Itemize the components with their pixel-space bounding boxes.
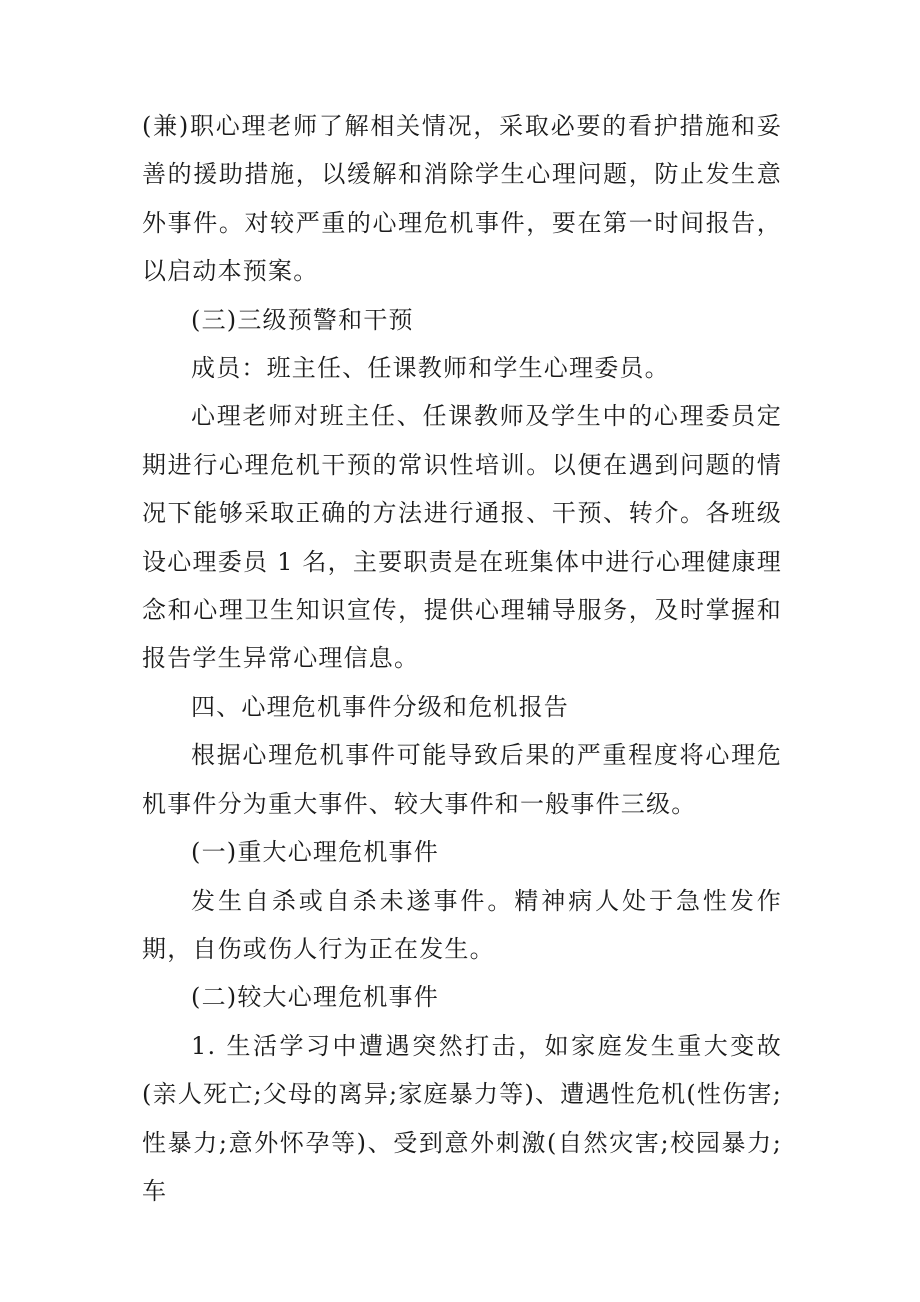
section-heading-4: 四、心理危机事件分级和危机报告: [191, 692, 569, 721]
paragraph-major-crisis: 发生自杀或自杀未遂事件。精神病人处于急性发作期，自伤或伤人行为正在发生。: [142, 886, 782, 963]
paragraph-serious-crisis-item-1: 1. 生活学习中遭遇突然打击，如家庭发生重大变故(亲人死亡;父母的离异;家庭暴力等)、遭遇性危机(性伤害;性暴力;意外怀孕等)、受到意外刺激(自然灾害;校园暴力;车: [142, 1031, 782, 1205]
subheading-serious-crisis: (二)较大心理危机事件: [191, 983, 439, 1012]
paragraph-members: 成员：班主任、任课教师和学生心理委员。: [191, 354, 670, 383]
heading-level-3-warning: (三)三级预警和干预: [191, 305, 414, 334]
paragraph-training: 心理老师对班主任、任课教师及学生中的心理委员定期进行心理危机干预的常识性培训。以便在遇到问题的情况下能够采取正确的方法进行通报、干预、转介。各班级设心理委员 1 名，主要职责是在班集体中进行心理健康理念和心理卫生知识宣传，提供心理辅导服务，及时掌握和报告学生异常心理信息。: [142, 402, 782, 673]
subheading-major-crisis: (一)重大心理危机事件: [191, 838, 439, 867]
paragraph-continuation: (兼)职心理老师了解相关情况，采取必要的看护措施和妥善的援助措施，以缓解和消除学生心理问题，防止发生意外事件。对较严重的心理危机事件，要在第一时间报告，以启动本预案。: [142, 112, 782, 286]
paragraph-classification: 根据心理危机事件可能导致后果的严重程度将心理危机事件分为重大事件、较大事件和一般事件三级。: [142, 741, 782, 818]
document-body: [142, 102, 782, 1215]
